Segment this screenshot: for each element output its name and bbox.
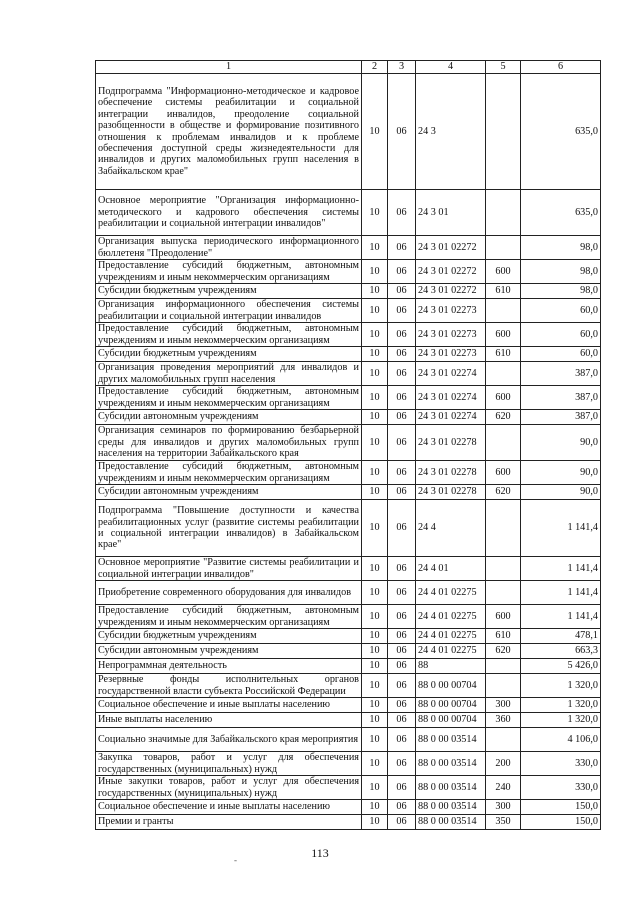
row-expense-type	[486, 362, 521, 386]
table-row	[96, 776, 601, 800]
row-expense-type: 300	[486, 698, 521, 713]
row-target-article: 24 3 01 02278	[416, 425, 486, 461]
row-expense-type	[486, 299, 521, 323]
row-expense-type: 600	[486, 461, 521, 485]
row-subsection: 06	[388, 500, 416, 557]
row-target-article: 24 4 01	[416, 557, 486, 581]
row-amount: 90,0	[521, 485, 601, 500]
row-target-article: 24 4 01 02275	[416, 629, 486, 644]
row-target-article: 24 4	[416, 500, 486, 557]
row-subsection: 06	[388, 323, 416, 347]
row-subsection: 06	[388, 74, 416, 190]
table-body	[96, 74, 601, 830]
row-subsection: 06	[388, 776, 416, 800]
row-section: 10	[362, 323, 388, 347]
row-subsection: 06	[388, 644, 416, 659]
table-row	[96, 698, 601, 713]
row-subsection: 06	[388, 815, 416, 830]
row-amount: 98,0	[521, 284, 601, 299]
row-amount: 387,0	[521, 410, 601, 425]
row-section: 10	[362, 605, 388, 629]
row-name: Закупка товаров, работ и услуг для обеспечения государственных (муниципальных) нужд	[96, 752, 362, 776]
table-row	[96, 74, 601, 190]
header-cell: 4	[416, 61, 486, 74]
row-section: 10	[362, 752, 388, 776]
table-row	[96, 299, 601, 323]
table-row	[96, 236, 601, 260]
row-name: Социально значимые для Забайкальского края мероприятия	[96, 728, 362, 752]
row-target-article: 88 0 00 00704	[416, 713, 486, 728]
row-section: 10	[362, 236, 388, 260]
row-expense-type	[486, 190, 521, 236]
row-section: 10	[362, 461, 388, 485]
row-subsection: 06	[388, 386, 416, 410]
row-target-article: 24 3 01 02274	[416, 410, 486, 425]
row-expense-type: 620	[486, 410, 521, 425]
row-section: 10	[362, 485, 388, 500]
table-row	[96, 800, 601, 815]
footer-mark: -	[234, 855, 237, 865]
row-amount: 478,1	[521, 629, 601, 644]
table-row	[96, 260, 601, 284]
header-cell: 2	[362, 61, 388, 74]
row-subsection: 06	[388, 236, 416, 260]
row-section: 10	[362, 659, 388, 674]
table-row	[96, 605, 601, 629]
row-section: 10	[362, 698, 388, 713]
row-name: Субсидии автономным учреждениям	[96, 410, 362, 425]
row-target-article: 24 3 01 02273	[416, 347, 486, 362]
row-target-article: 24 3 01 02272	[416, 284, 486, 299]
row-section: 10	[362, 347, 388, 362]
row-section: 10	[362, 190, 388, 236]
row-expense-type: 610	[486, 284, 521, 299]
row-expense-type	[486, 74, 521, 190]
row-amount: 1 320,0	[521, 698, 601, 713]
row-amount: 60,0	[521, 299, 601, 323]
row-name: Премии и гранты	[96, 815, 362, 830]
row-section: 10	[362, 362, 388, 386]
header-cell: 5	[486, 61, 521, 74]
row-target-article: 24 3 01 02274	[416, 362, 486, 386]
row-section: 10	[362, 425, 388, 461]
row-name: Основное мероприятие "Организация информационно-методического и кадрового обеспечения системы реабилитации и социальной интеграции инвалидов"	[96, 190, 362, 236]
header-cell: 3	[388, 61, 416, 74]
row-amount: 5 426,0	[521, 659, 601, 674]
row-amount: 4 106,0	[521, 728, 601, 752]
row-amount: 150,0	[521, 815, 601, 830]
row-expense-type	[486, 557, 521, 581]
row-subsection: 06	[388, 698, 416, 713]
row-expense-type: 610	[486, 347, 521, 362]
row-name: Субсидии бюджетным учреждениям	[96, 284, 362, 299]
row-target-article: 24 3 01	[416, 190, 486, 236]
row-name: Организация выпуска периодического информационного бюллетеня "Преодоление"	[96, 236, 362, 260]
table-header-row	[96, 61, 601, 74]
budget-table	[95, 60, 601, 830]
row-subsection: 06	[388, 605, 416, 629]
table-row	[96, 644, 601, 659]
row-subsection: 06	[388, 485, 416, 500]
row-section: 10	[362, 728, 388, 752]
row-expense-type: 600	[486, 260, 521, 284]
row-amount: 60,0	[521, 347, 601, 362]
row-name: Субсидии бюджетным учреждениям	[96, 629, 362, 644]
row-subsection: 06	[388, 299, 416, 323]
row-subsection: 06	[388, 557, 416, 581]
row-expense-type: 620	[486, 644, 521, 659]
row-expense-type	[486, 659, 521, 674]
row-expense-type: 240	[486, 776, 521, 800]
row-amount: 98,0	[521, 236, 601, 260]
row-amount: 1 320,0	[521, 674, 601, 698]
row-amount: 1 141,4	[521, 605, 601, 629]
row-amount: 1 141,4	[521, 557, 601, 581]
header-cell: 1	[96, 61, 362, 74]
row-target-article: 88 0 00 00704	[416, 698, 486, 713]
table-row	[96, 347, 601, 362]
row-amount: 150,0	[521, 800, 601, 815]
row-amount: 1 320,0	[521, 713, 601, 728]
row-expense-type: 360	[486, 713, 521, 728]
row-target-article: 24 3 01 02278	[416, 485, 486, 500]
row-subsection: 06	[388, 347, 416, 362]
row-section: 10	[362, 260, 388, 284]
table-row	[96, 190, 601, 236]
row-amount: 635,0	[521, 190, 601, 236]
table-row	[96, 752, 601, 776]
row-name: Предоставление субсидий бюджетным, автономным учреждениям и иным некоммерческим организациям	[96, 260, 362, 284]
row-target-article: 24 3 01 02273	[416, 323, 486, 347]
table-row	[96, 713, 601, 728]
row-name: Иные закупки товаров, работ и услуг для обеспечения государственных (муниципальных) нужд	[96, 776, 362, 800]
row-expense-type	[486, 425, 521, 461]
row-target-article: 88	[416, 659, 486, 674]
header-cell: 6	[521, 61, 601, 74]
row-name: Субсидии автономным учреждениям	[96, 485, 362, 500]
row-subsection: 06	[388, 581, 416, 605]
table-row	[96, 425, 601, 461]
row-expense-type: 600	[486, 605, 521, 629]
row-subsection: 06	[388, 659, 416, 674]
table-row	[96, 461, 601, 485]
row-amount: 635,0	[521, 74, 601, 190]
row-name: Подпрограмма "Повышение доступности и качества реабилитационных услуг (развитие системы реабилитации и социальной интеграции инвалидов) в Забайкальском крае"	[96, 500, 362, 557]
row-name: Организация проведения мероприятий для инвалидов и других маломобильных групп населения	[96, 362, 362, 386]
row-name: Организация семинаров по формированию безбарьерной среды для инвалидов и других маломобильных групп населения на территории Забайкальского края	[96, 425, 362, 461]
row-amount: 1 141,4	[521, 581, 601, 605]
row-expense-type: 350	[486, 815, 521, 830]
row-expense-type	[486, 500, 521, 557]
row-target-article: 88 0 00 03514	[416, 800, 486, 815]
table-row	[96, 500, 601, 557]
row-amount: 330,0	[521, 776, 601, 800]
row-name: Субсидии автономным учреждениям	[96, 644, 362, 659]
row-expense-type: 600	[486, 323, 521, 347]
table-row	[96, 815, 601, 830]
row-target-article: 24 3 01 02272	[416, 260, 486, 284]
row-amount: 1 141,4	[521, 500, 601, 557]
row-section: 10	[362, 386, 388, 410]
row-subsection: 06	[388, 461, 416, 485]
row-name: Предоставление субсидий бюджетным, автономным учреждениям и иным некоммерческим организациям	[96, 386, 362, 410]
row-amount: 663,3	[521, 644, 601, 659]
row-name: Социальное обеспечение и иные выплаты населению	[96, 698, 362, 713]
row-name: Подпрограмма "Информационно-методическое и кадровое обеспечение системы реабилитации и социальной интеграции инвалидов, преодоление социальной разобщенности в обществе и формирование позитивного отношения к проблемам инвалидов и к проблеме обеспечения доступной среды жизнедеятельности для инвалидов и других маломобильных групп населения в Забайкальском крае"	[96, 74, 362, 190]
row-subsection: 06	[388, 752, 416, 776]
row-target-article: 24 4 01 02275	[416, 644, 486, 659]
row-name: Приобретение современного оборудования для инвалидов	[96, 581, 362, 605]
row-subsection: 06	[388, 410, 416, 425]
table-row	[96, 728, 601, 752]
row-subsection: 06	[388, 629, 416, 644]
table-row	[96, 485, 601, 500]
table-row	[96, 284, 601, 299]
row-expense-type	[486, 236, 521, 260]
table-row	[96, 323, 601, 347]
row-subsection: 06	[388, 800, 416, 815]
row-subsection: 06	[388, 284, 416, 299]
table-row	[96, 386, 601, 410]
row-name: Предоставление субсидий бюджетным, автономным учреждениям и иным некоммерческим организациям	[96, 605, 362, 629]
row-section: 10	[362, 713, 388, 728]
row-section: 10	[362, 815, 388, 830]
row-expense-type: 600	[486, 386, 521, 410]
row-section: 10	[362, 74, 388, 190]
row-target-article: 24 4 01 02275	[416, 581, 486, 605]
row-subsection: 06	[388, 362, 416, 386]
row-target-article: 24 3 01 02273	[416, 299, 486, 323]
row-target-article: 24 4 01 02275	[416, 605, 486, 629]
row-name: Предоставление субсидий бюджетным, автономным учреждениям и иным некоммерческим организациям	[96, 461, 362, 485]
table-row	[96, 581, 601, 605]
row-amount: 90,0	[521, 425, 601, 461]
row-subsection: 06	[388, 674, 416, 698]
row-expense-type	[486, 674, 521, 698]
row-section: 10	[362, 800, 388, 815]
row-section: 10	[362, 581, 388, 605]
row-amount: 98,0	[521, 260, 601, 284]
row-target-article: 88 0 00 03514	[416, 752, 486, 776]
row-section: 10	[362, 644, 388, 659]
row-target-article: 24 3	[416, 74, 486, 190]
table-row	[96, 674, 601, 698]
row-expense-type: 300	[486, 800, 521, 815]
row-target-article: 88 0 00 03514	[416, 728, 486, 752]
row-target-article: 88 0 00 03514	[416, 815, 486, 830]
row-name: Резервные фонды исполнительных органов государственной власти субъекта Российской Федерации	[96, 674, 362, 698]
row-subsection: 06	[388, 728, 416, 752]
row-subsection: 06	[388, 260, 416, 284]
row-name: Основное мероприятие "Развитие системы реабилитации и социальной интеграции инвалидов"	[96, 557, 362, 581]
row-name: Предоставление субсидий бюджетным, автономным учреждениям и иным некоммерческим организациям	[96, 323, 362, 347]
row-name: Организация информационного обеспечения системы реабилитации и социальной интеграции инвалидов	[96, 299, 362, 323]
table-row	[96, 410, 601, 425]
row-target-article: 88 0 00 00704	[416, 674, 486, 698]
row-section: 10	[362, 299, 388, 323]
row-section: 10	[362, 284, 388, 299]
row-target-article: 24 3 01 02278	[416, 461, 486, 485]
row-expense-type	[486, 728, 521, 752]
row-section: 10	[362, 674, 388, 698]
table-row	[96, 629, 601, 644]
row-section: 10	[362, 776, 388, 800]
row-expense-type: 200	[486, 752, 521, 776]
row-amount: 330,0	[521, 752, 601, 776]
row-name: Социальное обеспечение и иные выплаты населению	[96, 800, 362, 815]
row-amount: 60,0	[521, 323, 601, 347]
table-row	[96, 557, 601, 581]
row-target-article: 24 3 01 02274	[416, 386, 486, 410]
row-section: 10	[362, 629, 388, 644]
row-subsection: 06	[388, 190, 416, 236]
row-amount: 387,0	[521, 362, 601, 386]
row-name: Непрограммная деятельность	[96, 659, 362, 674]
table-row	[96, 362, 601, 386]
row-section: 10	[362, 500, 388, 557]
row-amount: 90,0	[521, 461, 601, 485]
row-expense-type	[486, 581, 521, 605]
table-row	[96, 659, 601, 674]
row-section: 10	[362, 410, 388, 425]
row-subsection: 06	[388, 713, 416, 728]
row-name: Иные выплаты населению	[96, 713, 362, 728]
row-expense-type: 620	[486, 485, 521, 500]
row-subsection: 06	[388, 425, 416, 461]
row-amount: 387,0	[521, 386, 601, 410]
row-name: Субсидии бюджетным учреждениям	[96, 347, 362, 362]
row-target-article: 88 0 00 03514	[416, 776, 486, 800]
row-section: 10	[362, 557, 388, 581]
page-number: 113	[311, 846, 329, 860]
row-target-article: 24 3 01 02272	[416, 236, 486, 260]
row-expense-type: 610	[486, 629, 521, 644]
